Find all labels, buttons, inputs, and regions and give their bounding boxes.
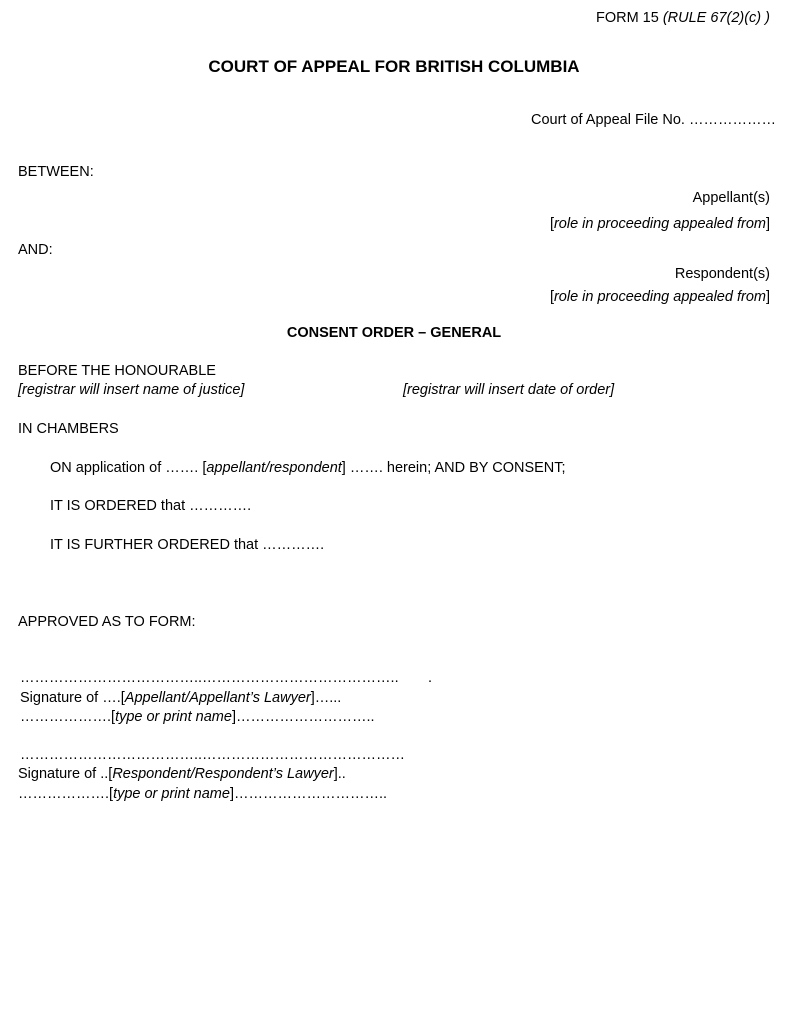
approved-label: APPROVED AS TO FORM:: [18, 614, 196, 630]
and-label: AND:: [18, 242, 53, 258]
ordered-line: IT IS ORDERED that ………….: [50, 498, 252, 514]
date-placeholder: [registrar will insert date of order]: [403, 382, 615, 398]
file-number: Court of Appeal File No. ………………: [531, 112, 776, 128]
order-title: CONSENT ORDER – GENERAL: [286, 325, 502, 341]
appellant-role: [role in proceeding appealed from]: [549, 216, 770, 232]
in-chambers: IN CHAMBERS: [18, 421, 119, 437]
form-header: [596, 10, 770, 27]
respondent-signature-line: ………………………………..……………………………………: [20, 747, 406, 763]
application-line: ON application of ……. [appellant/respondent] ……. herein; AND BY CONSENT;: [50, 460, 566, 476]
form-number: FORM 15: [595, 10, 659, 26]
appellant-dot: .: [428, 670, 433, 686]
respondent-role-text: role in proceeding appealed from: [553, 289, 766, 305]
justice-placeholder: [registrar will insert name of justice]: [18, 382, 245, 398]
between-label: BETWEEN:: [18, 164, 94, 180]
appellant-name-label: ……………….[type or print name]………………………..: [20, 709, 375, 725]
court-title: COURT OF APPEAL FOR BRITISH COLUMBIA: [208, 57, 580, 76]
before-label: BEFORE THE HONOURABLE: [18, 363, 216, 379]
respondent-label: Respondent(s): [674, 266, 770, 282]
respondent-role: [role in proceeding appealed from]: [549, 289, 770, 305]
appellant-signature-line: ………………………………..…………………………………..: [20, 670, 399, 686]
appellant-label: Appellant(s): [692, 190, 770, 206]
further-ordered-line: IT IS FURTHER ORDERED that ………….: [50, 537, 325, 553]
appellant-signature-label: Signature of ….[Appellant/Appellant’s Lawyer]…...: [20, 690, 342, 706]
respondent-name-label: ……………….[type or print name]…………………………..: [18, 786, 388, 802]
appellant-role-text: role in proceeding appealed from: [553, 216, 766, 232]
rule-reference: (RULE 67(2)(c) ): [662, 10, 770, 26]
respondent-signature-label: Signature of ..[Respondent/Respondent’s Lawyer]..: [18, 766, 346, 782]
application-party: appellant/respondent: [206, 460, 342, 476]
